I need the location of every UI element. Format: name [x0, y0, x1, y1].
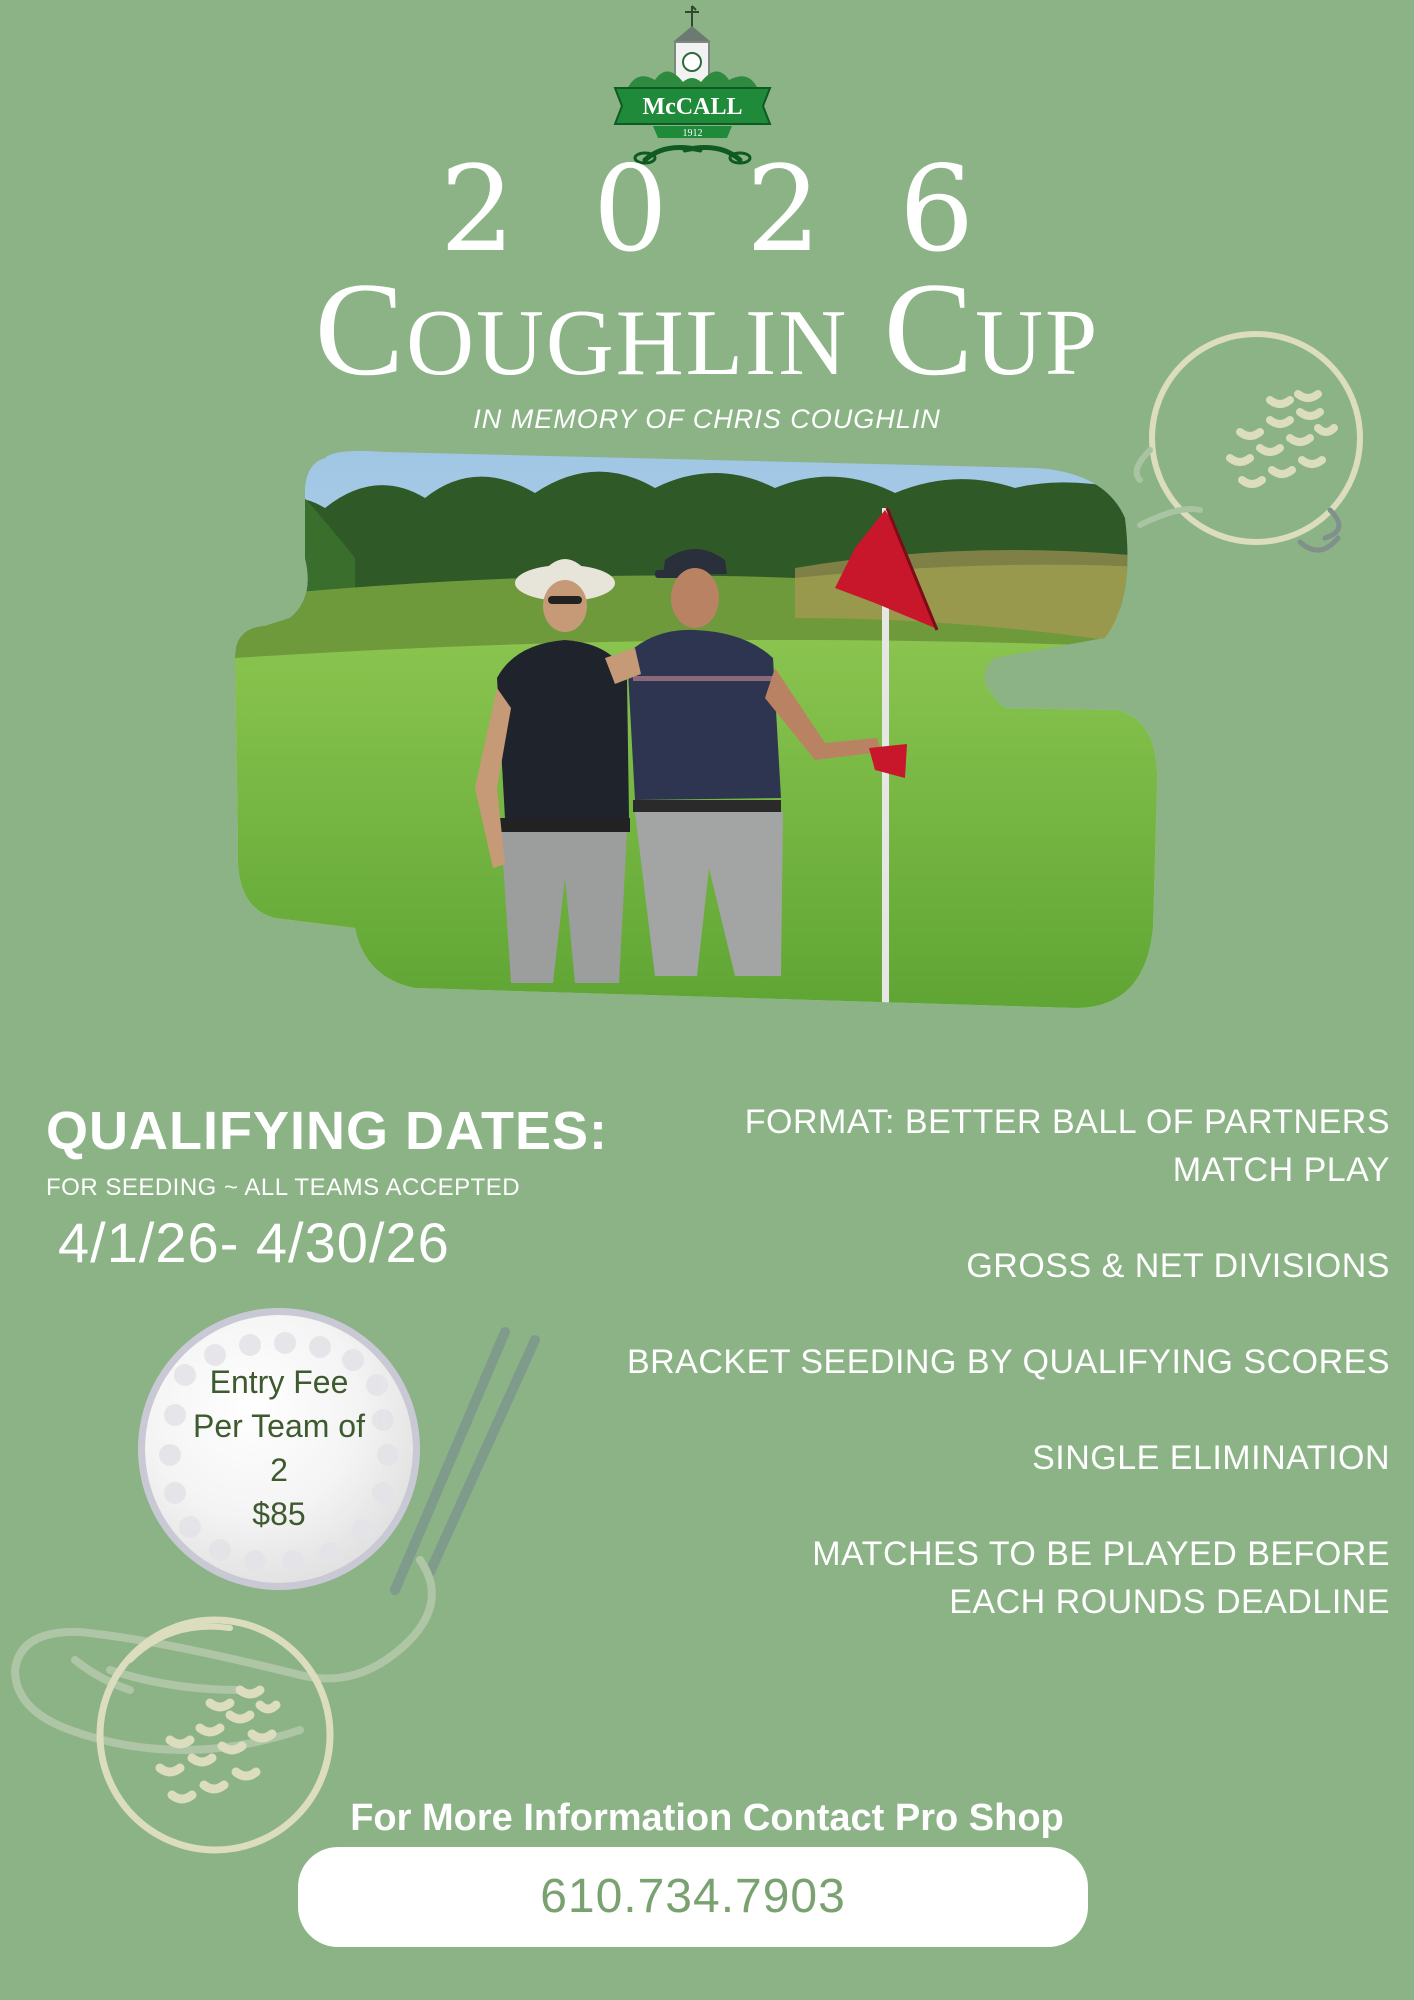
qualifying-dates: 4/1/26- 4/30/26 [58, 1211, 450, 1274]
format-list [490, 1098, 1390, 1674]
format-item-line: MATCH PLAY [1172, 1151, 1390, 1189]
format-item-line: BRACKET SEEDING BY QUALIFYING SCORES [626, 1343, 1390, 1381]
entry-fee-line-1: Entry Fee [209, 1364, 349, 1400]
contact-heading: For More Information Contact Pro Shop [350, 1797, 1064, 1839]
entry-fee-amount: $85 [252, 1496, 306, 1532]
format-item [490, 1242, 1390, 1290]
format-item-line: GROSS & NET DIVISIONS [966, 1247, 1390, 1285]
logo-wordmark: McCALL [642, 94, 743, 120]
format-item-line: EACH ROUNDS DEADLINE [949, 1583, 1390, 1621]
qualifying-heading: QUALIFYING DATES: [46, 1101, 608, 1161]
format-item-line: SINGLE ELIMINATION [1032, 1439, 1390, 1477]
format-item [490, 1338, 1390, 1386]
entry-fee-line-3: 2 [270, 1452, 288, 1488]
entry-fee-badge [145, 1315, 413, 1583]
event-year: 2026 [439, 140, 1053, 278]
format-item [490, 1530, 1390, 1626]
entry-fee-line-2: Per Team of [193, 1408, 365, 1444]
format-item [490, 1098, 1390, 1194]
logo-year: 1912 [682, 128, 703, 139]
event-title: Coughlin Cup [314, 255, 1100, 403]
format-item [490, 1434, 1390, 1482]
memorial-subtitle: IN MEMORY OF CHRIS COUGHLIN [473, 404, 941, 434]
qualifying-subheading: FOR SEEDING ~ ALL TEAMS ACCEPTED [46, 1174, 521, 1201]
phone-number-link[interactable]: 610.734.7903 [298, 1847, 1088, 1947]
format-item-line: FORMAT: BETTER BALL OF PARTNERS [744, 1103, 1390, 1141]
entry-fee-text [145, 1360, 413, 1536]
format-item-line: MATCHES TO BE PLAYED BEFORE [812, 1535, 1390, 1573]
golfers-photo [235, 448, 1160, 1010]
